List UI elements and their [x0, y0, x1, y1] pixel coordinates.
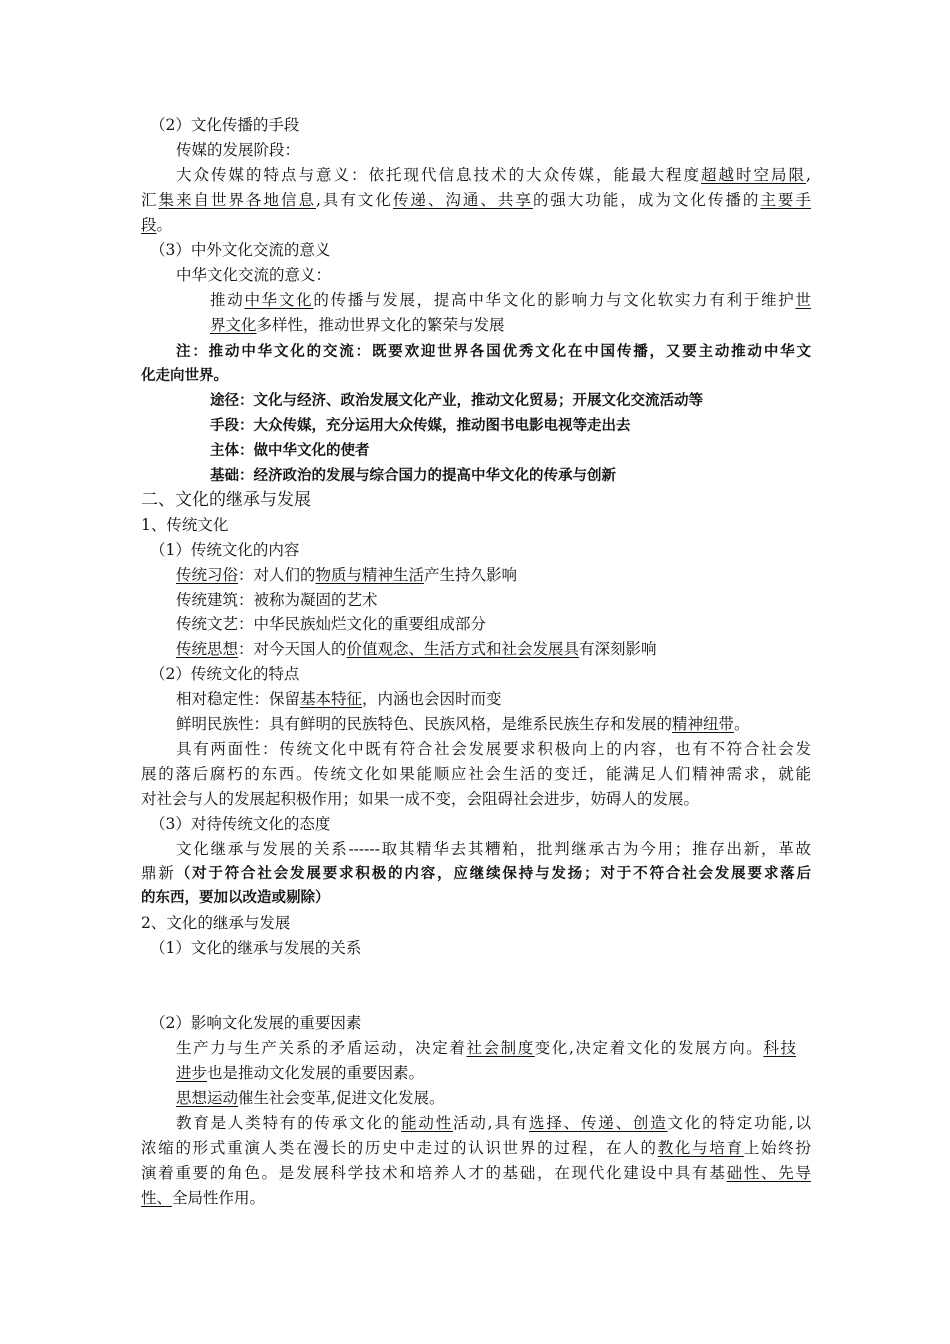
paragraph-line: 传统思想：对今天国人的价值观念、生活方式和社会发展具有深刻影响 — [176, 640, 657, 658]
subheading-factors: （2）影响文化发展的重要因素 — [150, 1014, 362, 1032]
paragraph-line: 生产力与生产关系的矛盾运动，决定着社会制度变化,决定着文化的发展方向。科技 — [176, 1039, 796, 1057]
paragraph-line: 传统习俗：对人们的物质与精神生活产生持久影响 — [176, 566, 518, 584]
subheading-culture-spread-means: （2）文化传播的手段 — [150, 116, 300, 134]
paragraph-line: 鲜明民族性：具有鲜明的民族特色、民族风格，是维系民族生存和发展的精神纽带。 — [176, 715, 750, 733]
paragraph-line: 大众传媒的特点与意义：依托现代信息技术的大众传媒，能最大程度超越时空局限, — [176, 166, 811, 184]
paragraph-line: 传统文艺：中华民族灿烂文化的重要组成部分 — [176, 615, 487, 633]
paragraph-line: 汇集来自世界各地信息,具有文化传递、沟通、共享的强大功能，成为文化传播的主要手 — [141, 191, 811, 209]
paragraph-line: 文化继承与发展的关系------取其精华去其糟粕，批判继承古为今用；推存出新，革故 — [176, 840, 811, 858]
note-line: 注：推动中华文化的交流：既要欢迎世界各国优秀文化在中国传播，又要主动推动中华文 — [176, 344, 811, 360]
paragraph-line: 鼎新（对于符合社会发展要求积极的内容，应继续保持与发扬；对于不符合社会发展要求落后 — [141, 864, 811, 882]
heading-inheritance: 2、文化的继承与发展 — [141, 914, 291, 932]
note-line: 化走向世界。 — [141, 368, 228, 384]
paragraph-line: 传统建筑：被称为凝固的艺术 — [176, 591, 378, 609]
paragraph-line: 思想运动催生社会变革,促进文化发展。 — [176, 1089, 445, 1107]
paragraph-line: 进步也是推动文化发展的重要因素。 — [176, 1064, 425, 1082]
paragraph-line: 界文化多样性，推动世界文化的繁荣与发展 — [210, 316, 505, 334]
note-line: 的东西，要加以改造或剔除） — [141, 890, 330, 906]
paragraph-line: 性、全局性作用。 — [141, 1189, 266, 1207]
note-line: 途径：文化与经济、政治发展文化产业，推动文化贸易；开展文化交流活动等 — [210, 393, 703, 409]
note-line: 基础：经济政治的发展与综合国力的提高中华文化的传承与创新 — [210, 468, 616, 484]
paragraph-line: 中华文化交流的意义： — [176, 266, 332, 284]
paragraph-line: 具有两面性：传统文化中既有符合社会发展要求积极向上的内容，也有不符合社会发 — [176, 740, 811, 758]
subheading-exchange-significance: （3）中外文化交流的意义 — [150, 241, 331, 259]
paragraph-line: 推动中华文化的传播与发展，提高中华文化的影响力与文化软实力有利于维护世 — [210, 291, 811, 309]
paragraph-line: 演着重要的角色。是发展科学技术和培养人才的基础，在现代化建设中具有基础性、先导 — [141, 1164, 811, 1182]
subheading-content: （1）传统文化的内容 — [150, 541, 300, 559]
heading-traditional-culture: 1、传统文化 — [141, 516, 229, 534]
subheading-features: （2）传统文化的特点 — [150, 665, 300, 683]
note-line: 主体：做中华文化的使者 — [210, 443, 370, 459]
subheading-relation: （1）文化的继承与发展的关系 — [150, 939, 362, 957]
paragraph-line: 相对稳定性：保留基本特征，内涵也会因时而变 — [176, 690, 502, 708]
paragraph-line: 展的落后腐朽的东西。传统文化如果能顺应社会生活的变迁，能满足人们精神需求，就能 — [141, 765, 811, 783]
section-heading-2: 二、文化的继承与发展 — [141, 490, 311, 510]
paragraph-line: 段。 — [141, 216, 173, 234]
note-line: 手段：大众传媒，充分运用大众传媒，推动图书电影电视等走出去 — [210, 418, 631, 434]
subheading-attitude: （3）对待传统文化的态度 — [150, 815, 331, 833]
paragraph-line: 浓缩的形式重演人类在漫长的历史中走过的认识世界的过程，在人的教化与培育上始终扮 — [141, 1139, 811, 1157]
paragraph-line: 教育是人类特有的传承文化的能动性活动,具有选择、传递、创造文化的特定功能,以 — [176, 1114, 811, 1132]
paragraph-line: 对社会与人的发展起积极作用；如果一成不变，会阻碍社会进步，妨碍人的发展。 — [141, 790, 700, 808]
paragraph-line: 传媒的发展阶段： — [176, 141, 301, 159]
